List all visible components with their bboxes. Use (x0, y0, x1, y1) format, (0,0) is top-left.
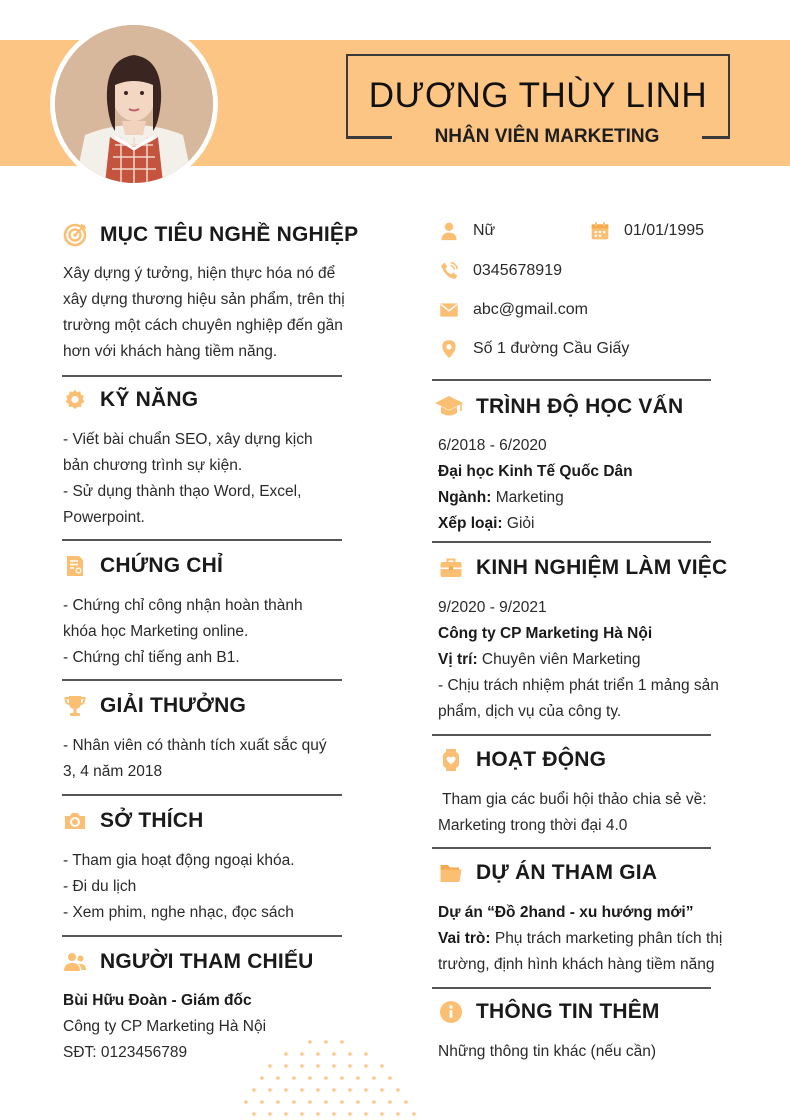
candidate-name: DƯƠNG THÙY LINH (368, 76, 708, 115)
hobbies-line: - Đi du lịch (63, 878, 137, 895)
email-icon (438, 299, 460, 321)
activities-heading (438, 747, 606, 773)
skills-heading (62, 387, 198, 413)
reference-phone: SĐT: 0123456789 (63, 1044, 188, 1061)
projects-heading-label: DỰ ÁN THAM GIA (476, 861, 658, 884)
skills-line: - Viết bài chuẩn SEO, xây dựng kịch (63, 431, 313, 448)
more-info-heading-label: THÔNG TIN THÊM (476, 1000, 660, 1023)
project-role-line: trường, định hình khách hàng tiềm năng (438, 956, 715, 973)
project-name: Dự án “Đồ 2hand - xu hướng mới” (438, 904, 694, 921)
experience-text (438, 595, 719, 725)
skills-text (63, 427, 313, 531)
graduation-cap-icon (434, 393, 464, 421)
experience-heading (438, 555, 727, 581)
experience-line: - Chịu trách nhiệm phát triển 1 mảng sản (438, 677, 719, 694)
more-info-line: Những thông tin khác (nếu cần) (438, 1043, 657, 1060)
major-value: Marketing (491, 489, 564, 506)
target-icon (62, 222, 88, 248)
references-text (63, 988, 266, 1066)
certificates-line: khóa học Marketing online. (63, 623, 249, 640)
hobbies-heading-label: SỞ THÍCH (100, 809, 204, 832)
location-pin-icon (438, 338, 460, 360)
birthday-value: 01/01/1995 (624, 222, 705, 239)
activity-icon (438, 747, 464, 773)
experience-position (438, 647, 719, 673)
folder-icon (438, 860, 464, 886)
divider (62, 794, 342, 796)
reference-company: Công ty CP Marketing Hà Nội (63, 1018, 267, 1035)
awards-text (63, 733, 327, 785)
gender-value: Nữ (473, 222, 496, 239)
major-label: Ngành: (438, 489, 492, 506)
awards-line: - Nhân viên có thành tích xuất sắc quý (63, 737, 327, 754)
activities-line: Marketing trong thời đại 4.0 (438, 817, 628, 834)
certificates-line: - Chứng chỉ tiếng anh B1. (63, 649, 240, 666)
project-role (438, 926, 722, 952)
experience-heading-label: KINH NGHIỆM LÀM VIỆC (476, 556, 728, 579)
awards-heading-label: GIẢI THƯỞNG (100, 694, 247, 717)
skills-line: bản chương trình sự kiện. (63, 457, 243, 474)
divider (62, 679, 342, 681)
avatar (50, 20, 218, 188)
decorative-dots (240, 1036, 420, 1120)
gear-icon (62, 387, 88, 413)
grade-label: Xếp loại: (438, 515, 503, 532)
certificates-heading-label: CHỨNG CHỈ (100, 554, 224, 577)
person-icon (438, 220, 460, 242)
more-info-text (438, 1039, 656, 1065)
title-rule-left (346, 137, 394, 139)
experience-company: Công ty CP Marketing Hà Nội (438, 625, 653, 642)
divider (62, 935, 342, 937)
certificate-icon (62, 553, 88, 579)
trophy-icon (62, 693, 88, 719)
address-value: Số 1 đường Cầu Giấy (473, 340, 630, 357)
education-period: 6/2018 - 6/2020 (438, 437, 547, 454)
objective-line: xây dựng thương hiệu sản phẩm, trên thị (63, 291, 345, 308)
divider (62, 375, 342, 377)
role-value: Phụ trách marketing phân tích thị (490, 930, 723, 947)
camera-icon (62, 808, 88, 834)
activities-text (438, 787, 707, 839)
skills-line: Powerpoint. (63, 509, 145, 526)
education-heading (434, 393, 683, 421)
activities-line: Tham gia các buổi hội thảo chia sẻ về: (438, 791, 707, 808)
certificates-line: - Chứng chỉ công nhận hoàn thành (63, 597, 303, 614)
divider (432, 541, 711, 543)
more-info-heading (438, 999, 660, 1025)
divider (432, 847, 711, 849)
objective-line: trường một cách chuyên nghiệp đến gần (63, 317, 343, 334)
contact-birthday (589, 220, 704, 242)
education-text (438, 433, 633, 537)
phone-icon (438, 260, 460, 282)
objective-heading (62, 222, 358, 248)
skills-line: - Sử dụng thành thạo Word, Excel, (63, 483, 302, 500)
calendar-icon (589, 220, 611, 242)
reference-person: Bùi Hữu Đoàn - Giám đốc (63, 992, 252, 1009)
certificates-text (63, 593, 303, 671)
role-label: Vai trò: (438, 930, 491, 947)
objective-heading-label: MỤC TIÊU NGHỀ NGHIỆP (100, 223, 359, 246)
briefcase-icon (438, 555, 464, 581)
divider (432, 379, 711, 381)
phone-value: 0345678919 (473, 262, 562, 279)
education-major (438, 485, 633, 511)
experience-period: 9/2020 - 9/2021 (438, 599, 547, 616)
position-value: Chuyên viên Marketing (477, 651, 641, 668)
hobbies-line: - Tham gia hoạt động ngoại khóa. (63, 852, 295, 869)
people-icon (62, 949, 88, 975)
divider (432, 734, 711, 736)
skills-heading-label: KỸ NĂNG (100, 388, 199, 411)
email-value: abc@gmail.com (473, 301, 588, 318)
position-label: Vị trí: (438, 651, 478, 668)
projects-heading (438, 860, 657, 886)
contact-email (438, 299, 588, 321)
education-grade (438, 511, 633, 537)
hobbies-text (63, 848, 295, 926)
contact-gender (438, 220, 495, 242)
references-heading-label: NGƯỜI THAM CHIẾU (100, 950, 314, 973)
objective-text (63, 261, 345, 365)
divider (432, 987, 711, 989)
objective-line: hơn với khách hàng tiềm năng. (63, 343, 278, 360)
references-heading (62, 949, 314, 975)
objective-line: Xây dựng ý tưởng, hiện thực hóa nó để (63, 265, 336, 282)
divider (62, 539, 342, 541)
contact-address (438, 338, 629, 360)
info-icon (438, 999, 464, 1025)
awards-line: 3, 4 năm 2018 (63, 763, 163, 780)
grade-value: Giỏi (502, 515, 535, 532)
awards-heading (62, 693, 246, 719)
certificates-heading (62, 553, 223, 579)
education-heading-label: TRÌNH ĐỘ HỌC VẤN (476, 395, 684, 418)
education-school: Đại học Kinh Tế Quốc Dân (438, 463, 633, 480)
projects-text (438, 900, 722, 978)
job-title: NHÂN VIÊN MARKETING (392, 126, 702, 148)
portrait-photo (55, 25, 213, 183)
experience-line: phẩm, dịch vụ của công ty. (438, 703, 622, 720)
contact-phone (438, 260, 562, 282)
hobbies-line: - Xem phim, nghe nhạc, đọc sách (63, 904, 294, 921)
activities-heading-label: HOẠT ĐỘNG (476, 748, 607, 771)
hobbies-heading (62, 808, 204, 834)
